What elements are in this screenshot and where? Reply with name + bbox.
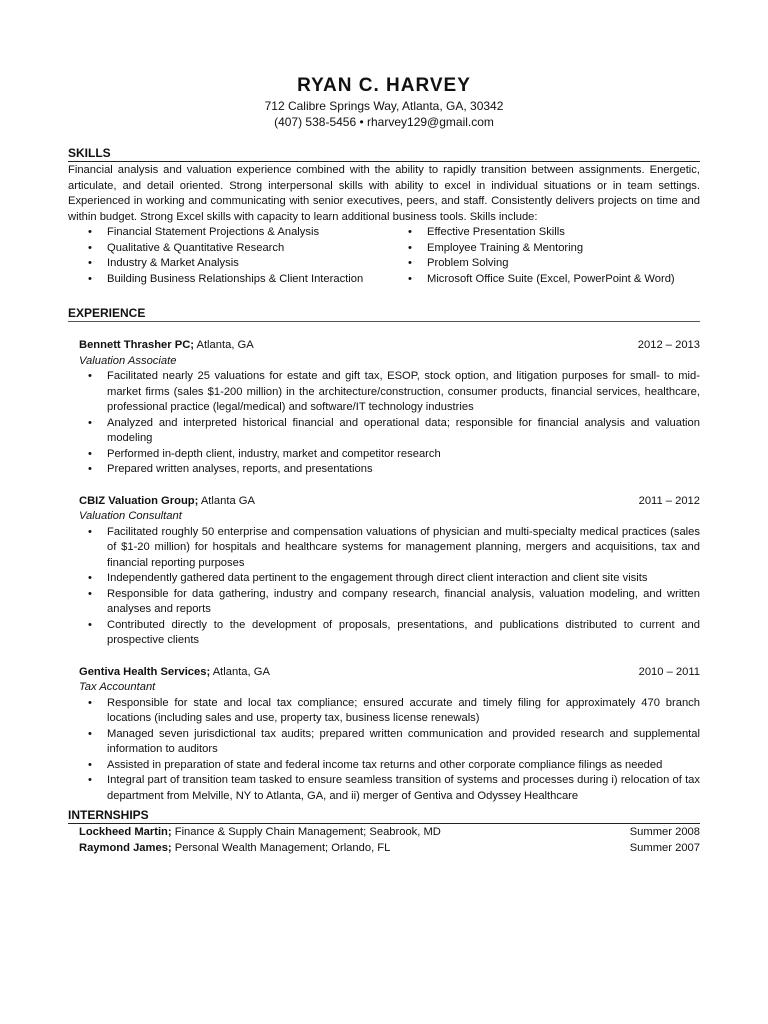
skills-summary: Financial analysis and valuation experience combined with the ability to rapidly transition between assignments. Energetic, articulate, and detail oriented. Strong interpersonal skills with ability to excel in individual situations or in team settings. Experienced in working and communicating with senior executives, peers, and staff. Consistently delivers projects on time and within budget. Strong Excel skills with capacity to learn additional business tools. Skills include: xyxy=(68,164,700,223)
skill-item: • Problem Solving xyxy=(408,256,698,272)
duty-item: • Responsible for data gathering, industry and company research, financial analysis, valuation modeling, and written analyses and reports xyxy=(88,587,700,618)
internship-entry xyxy=(68,841,700,857)
skill-item: • Employee Training & Mentoring xyxy=(408,241,698,257)
duty-item: • Assisted in preparation of state and federal income tax returns and other corporate compliance filings as needed xyxy=(88,758,700,774)
skill-item: • Financial Statement Projections & Analysis xyxy=(88,225,408,241)
job-duties xyxy=(68,696,700,805)
resume-header xyxy=(0,74,768,130)
internship-detail: Finance & Supply Chain Management; Seabrook, MD xyxy=(171,826,441,838)
internship-employer xyxy=(79,825,441,841)
skills-list xyxy=(68,225,700,287)
duty-item: • Contributed directly to the development of proposals, presentations, and publications distributed to current and prospective clients xyxy=(88,618,700,649)
company-name: Gentiva Health Services; xyxy=(79,665,211,678)
skills-section xyxy=(68,146,700,287)
internship-dates: Summer 2008 xyxy=(629,826,700,838)
internships-section xyxy=(68,808,700,856)
job-header xyxy=(68,665,700,681)
skill-item: • Qualitative & Quantitative Research xyxy=(88,241,408,257)
duty-item: • Managed seven jurisdictional tax audits; prepared written communication and provided research and supplemental information to auditors xyxy=(88,727,700,758)
internship-dates: Summer 2007 xyxy=(629,841,700,854)
job-dates: 2011 – 2012 xyxy=(638,494,700,507)
skills-column-right xyxy=(408,225,698,287)
job-employer xyxy=(79,494,255,510)
duty-item: • Performed in-depth client, industry, market and competitor research xyxy=(88,447,700,463)
skill-item: • Microsoft Office Suite (Excel, PowerPoint & Word) xyxy=(408,272,698,288)
company-location: Atlanta, GA xyxy=(210,665,270,678)
experience-section xyxy=(68,306,700,804)
job-entry xyxy=(68,494,700,649)
company-name: Raymond James; xyxy=(79,841,172,854)
job-entry xyxy=(68,338,700,478)
job-entry xyxy=(68,665,700,805)
experience-heading: EXPERIENCE xyxy=(68,306,700,322)
internship-detail: Personal Wealth Management; Orlando, FL xyxy=(171,841,391,854)
job-employer xyxy=(79,665,270,681)
duty-item: • Independently gathered data pertinent to the engagement through direct client interaction and client site visits xyxy=(88,571,700,587)
company-name: Lockheed Martin; xyxy=(79,826,172,838)
internship-entry xyxy=(68,825,700,841)
company-location: Atlanta GA xyxy=(198,494,255,507)
contact-line: (407) 538-5456 • rharvey129@gmail.com xyxy=(274,115,494,129)
job-title: Tax Accountant xyxy=(79,681,156,693)
job-duties xyxy=(68,369,700,478)
company-name: Bennett Thrasher PC; xyxy=(79,339,194,351)
job-dates: 2012 – 2013 xyxy=(637,339,700,351)
skills-heading: SKILLS xyxy=(68,146,700,162)
job-title: Valuation Consultant xyxy=(79,510,182,522)
skill-item: • Industry & Market Analysis xyxy=(88,256,408,272)
duty-item: • Prepared written analyses, reports, and presentations xyxy=(88,462,700,478)
internships-heading: INTERNSHIPS xyxy=(68,808,700,824)
candidate-name: RYAN C. HARVEY xyxy=(297,75,471,96)
internship-employer xyxy=(79,841,390,857)
duty-item: • Facilitated roughly 50 enterprise and compensation valuations of physician and multi-specialty medical practices (sales of $1-20 million) for hospitals and healthcare systems for management planning, mergers and acquisitions, tax and financial reporting purposes xyxy=(88,525,700,572)
company-location: Atlanta, GA xyxy=(194,339,254,351)
job-header xyxy=(68,338,700,354)
job-dates: 2010 – 2011 xyxy=(638,665,700,678)
job-employer xyxy=(79,338,254,354)
company-name: CBIZ Valuation Group; xyxy=(79,494,199,507)
skill-item: • Building Business Relationships & Client Interaction xyxy=(88,272,408,288)
job-title: Valuation Associate xyxy=(79,354,177,367)
skills-column-left xyxy=(88,225,408,287)
duty-item: • Responsible for state and local tax compliance; ensured accurate and timely filing for approximately 470 branch locations (including sales and use, property tax, business license renewals) xyxy=(88,696,700,727)
job-header xyxy=(68,494,700,510)
job-duties xyxy=(68,525,700,649)
duty-item: • Facilitated nearly 25 valuations for estate and gift tax, ESOP, stock option, and litigation purposes for small- to mid-market firms (sales $1-200 million) in the architecture/construction, consumer products, financial services, healthcare, professional practice (legal/medical) and software/IT technology industries xyxy=(88,369,700,416)
duty-item: • Integral part of transition team tasked to ensure seamless transition of systems and processes during i) relocation of tax department from Melville, NY to Atlanta, GA, and ii) merger of Gentiva and Odyssey Healthcare xyxy=(88,773,700,804)
duty-item: • Analyzed and interpreted historical financial and operational data; responsible for financial analysis and valuation modeling xyxy=(88,416,700,447)
skill-item: • Effective Presentation Skills xyxy=(408,225,698,241)
address-line: 712 Calibre Springs Way, Atlanta, GA, 30342 xyxy=(264,99,504,113)
